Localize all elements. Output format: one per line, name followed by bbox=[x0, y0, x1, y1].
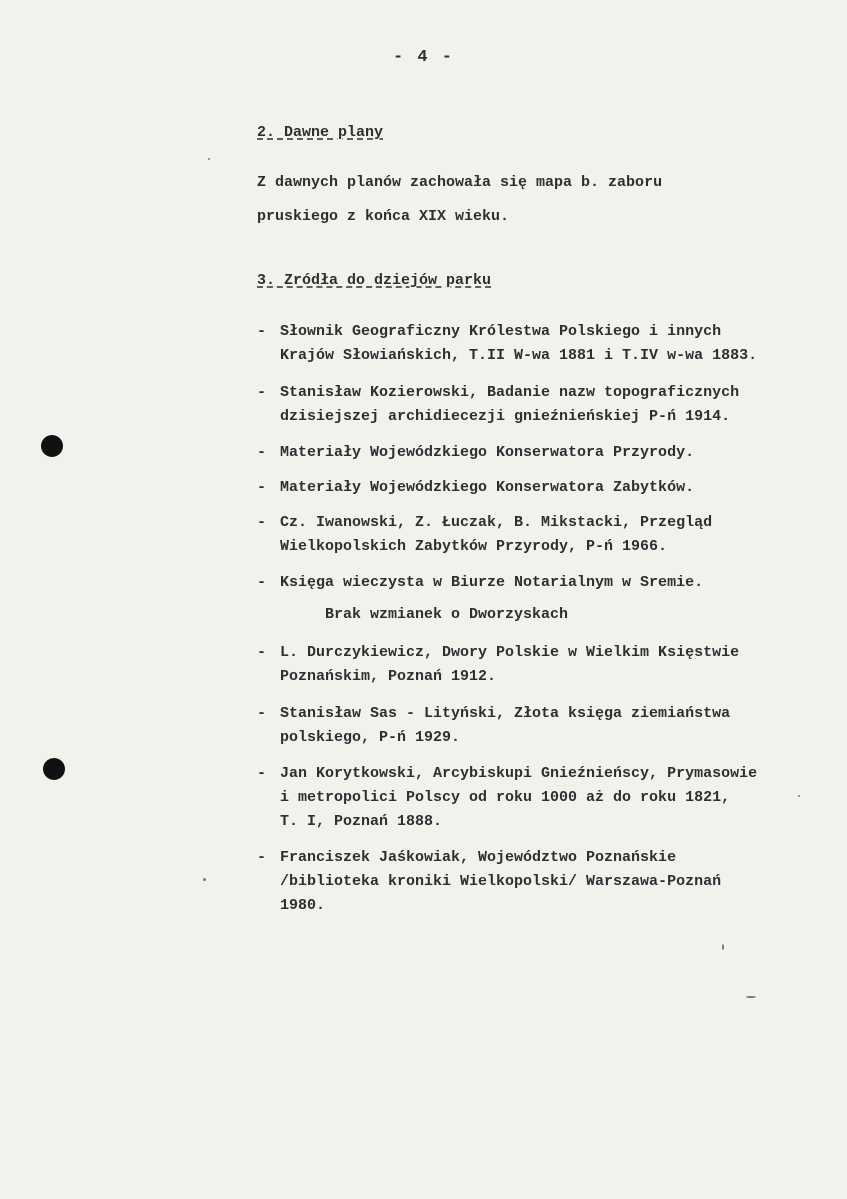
list-item bbox=[257, 846, 721, 918]
list-item-line: Krajów Słowiańskich, T.II W-wa 1881 i T.IV w-wa 1883. bbox=[280, 347, 758, 364]
section-heading-zrodla: 3. Zródła do dziejów parku bbox=[257, 272, 492, 289]
list-dash: - bbox=[257, 644, 267, 661]
paper-speck bbox=[798, 795, 800, 797]
list-item-line: Słownik Geograficzny Królestwa Polskiego i innych bbox=[280, 323, 722, 340]
list-item bbox=[257, 511, 712, 559]
list-item-line: dzisiejszej archidiecezji gnieźnieńskiej P-ń 1914. bbox=[280, 408, 731, 425]
punch-hole bbox=[41, 435, 63, 457]
paper-speck bbox=[722, 944, 724, 950]
list-item-line: polskiego, P-ń 1929. bbox=[280, 729, 461, 746]
list-dash: - bbox=[257, 323, 267, 340]
list-item-line: L. Durczykiewicz, Dwory Polskie w Wielkim Księstwie bbox=[280, 644, 740, 661]
section-paragraph bbox=[257, 166, 817, 234]
list-item-line: Wielkopolskich Zabytków Przyrody, P-ń 1966. bbox=[280, 538, 668, 555]
list-item-line: Księga wieczysta w Biurze Notarialnym w Sremie. bbox=[280, 574, 704, 591]
archive-note: Brak wzmianek o Dworzyskach bbox=[325, 606, 569, 623]
list-item-line: Materiały Wojewódzkiego Konserwatora Przyrody. bbox=[280, 444, 695, 461]
list-dash: - bbox=[257, 574, 267, 591]
list-item-line: Franciszek Jaśkowiak, Województwo Poznańskie bbox=[280, 849, 677, 866]
paragraph-line: pruskiego z końca XIX wieku. bbox=[257, 208, 510, 225]
list-item-line: Poznańskim, Poznań 1912. bbox=[280, 668, 497, 685]
section-heading-dawne-plany: 2. Dawne plany bbox=[257, 124, 384, 141]
list-item-line: Stanisław Sas - Lityński, Złota księga ziemiaństwa bbox=[280, 705, 731, 722]
list-item-line: Jan Korytkowski, Arcybiskupi Gnieźnieńscy, Prymasowie bbox=[280, 765, 758, 782]
list-item-line: T. I, Poznań 1888. bbox=[280, 813, 443, 830]
paragraph-line: Z dawnych planów zachowała się mapa b. zaboru bbox=[257, 174, 663, 191]
paper-speck bbox=[208, 158, 210, 160]
page-number: - 4 - bbox=[392, 48, 454, 67]
list-dash: - bbox=[257, 384, 267, 401]
list-dash: - bbox=[257, 849, 267, 866]
list-item bbox=[257, 762, 757, 834]
list-dash: - bbox=[257, 479, 267, 496]
list-item bbox=[257, 320, 757, 368]
list-item bbox=[257, 571, 703, 595]
list-item-line: i metropolici Polscy od roku 1000 aż do roku 1821, bbox=[280, 789, 731, 806]
list-item bbox=[257, 381, 739, 429]
list-dash: - bbox=[257, 765, 267, 782]
paper-speck bbox=[203, 878, 206, 881]
list-item-line: /biblioteka kroniki Wielkopolski/ Warszawa-Poznań bbox=[280, 873, 722, 890]
list-item-line: Cz. Iwanowski, Z. Łuczak, B. Mikstacki, Przegląd bbox=[280, 514, 713, 531]
list-item bbox=[257, 476, 694, 500]
list-item-line: 1980. bbox=[280, 897, 326, 914]
list-item bbox=[257, 441, 694, 465]
punch-hole bbox=[43, 758, 65, 780]
list-dash: - bbox=[257, 444, 267, 461]
list-dash: - bbox=[257, 705, 267, 722]
list-item bbox=[257, 702, 730, 750]
list-dash: - bbox=[257, 514, 267, 531]
list-item-line: Stanisław Kozierowski, Badanie nazw topograficznych bbox=[280, 384, 740, 401]
list-item-line: Materiały Wojewódzkiego Konserwatora Zabytków. bbox=[280, 479, 695, 496]
paper-speck bbox=[746, 996, 756, 998]
list-item bbox=[257, 641, 739, 689]
